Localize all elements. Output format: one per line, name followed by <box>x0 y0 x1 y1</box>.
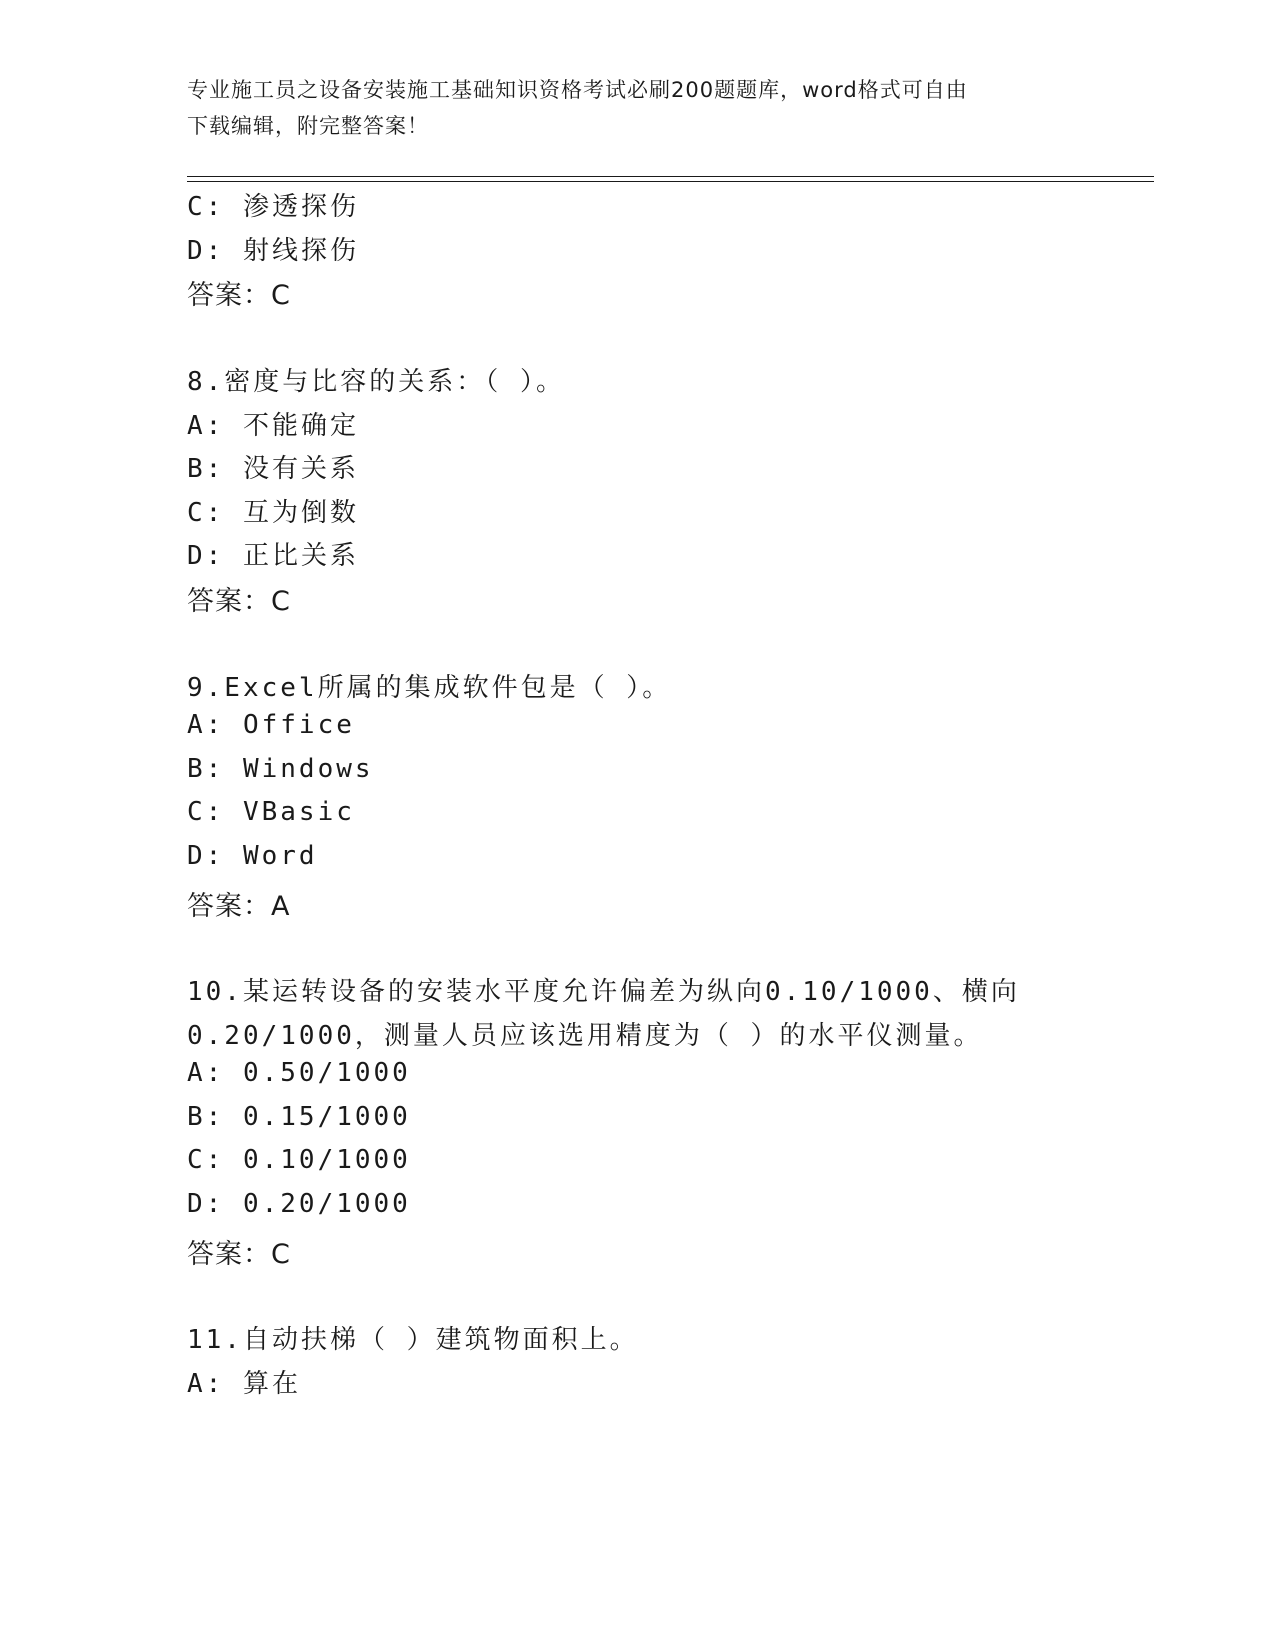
q10-option-d: D: 0.20/1000 <box>187 1189 411 1219</box>
q7-option-d: D: 射线探伤 <box>187 236 359 266</box>
q9-question: 9.Excel所属的集成软件包是（ ）。 <box>187 673 672 703</box>
q8-question: 8.密度与比容的关系：（ ）。 <box>187 367 565 397</box>
q9-option-a: A: Office <box>187 710 355 740</box>
q9-option-c: C: VBasic <box>187 797 355 827</box>
q11-option-a: A: 算在 <box>187 1369 301 1399</box>
q7-option-c: C: 渗透探伤 <box>187 192 359 222</box>
document-header <box>187 72 1067 144</box>
q7-answer: 答案：C <box>187 280 291 311</box>
q10-question-line-2: 0.20/1000，测量人员应该选用精度为（ ）的水平仪测量。 <box>187 1021 983 1051</box>
header-title-line-1: 专业施工员之设备安装施工基础知识资格考试必刷200题题库，word格式可自由 <box>187 78 968 102</box>
header-title-line-2: 下载编辑，附完整答案！ <box>187 114 429 138</box>
q10-question-line-1: 10.某运转设备的安装水平度允许偏差为纵向0.10/1000、横向 <box>187 977 1020 1007</box>
q10-option-b: B: 0.15/1000 <box>187 1102 411 1132</box>
header-divider-top <box>187 176 1154 177</box>
q8-option-a: A: 不能确定 <box>187 411 359 441</box>
q8-option-d: D: 正比关系 <box>187 541 359 571</box>
q10-option-c: C: 0.10/1000 <box>187 1145 411 1175</box>
q8-answer: 答案：C <box>187 586 291 617</box>
q10-option-a: A: 0.50/1000 <box>187 1058 411 1088</box>
header-divider-bottom <box>187 181 1154 182</box>
q9-answer: 答案：A <box>187 891 291 922</box>
q9-option-d: D: Word <box>187 841 318 871</box>
q8-option-c: C: 互为倒数 <box>187 498 359 528</box>
q10-answer: 答案：C <box>187 1239 291 1270</box>
q9-option-b: B: Windows <box>187 754 374 784</box>
q11-question: 11.自动扶梯（ ）建筑物面积上。 <box>187 1325 639 1355</box>
q8-option-b: B: 没有关系 <box>187 454 359 484</box>
